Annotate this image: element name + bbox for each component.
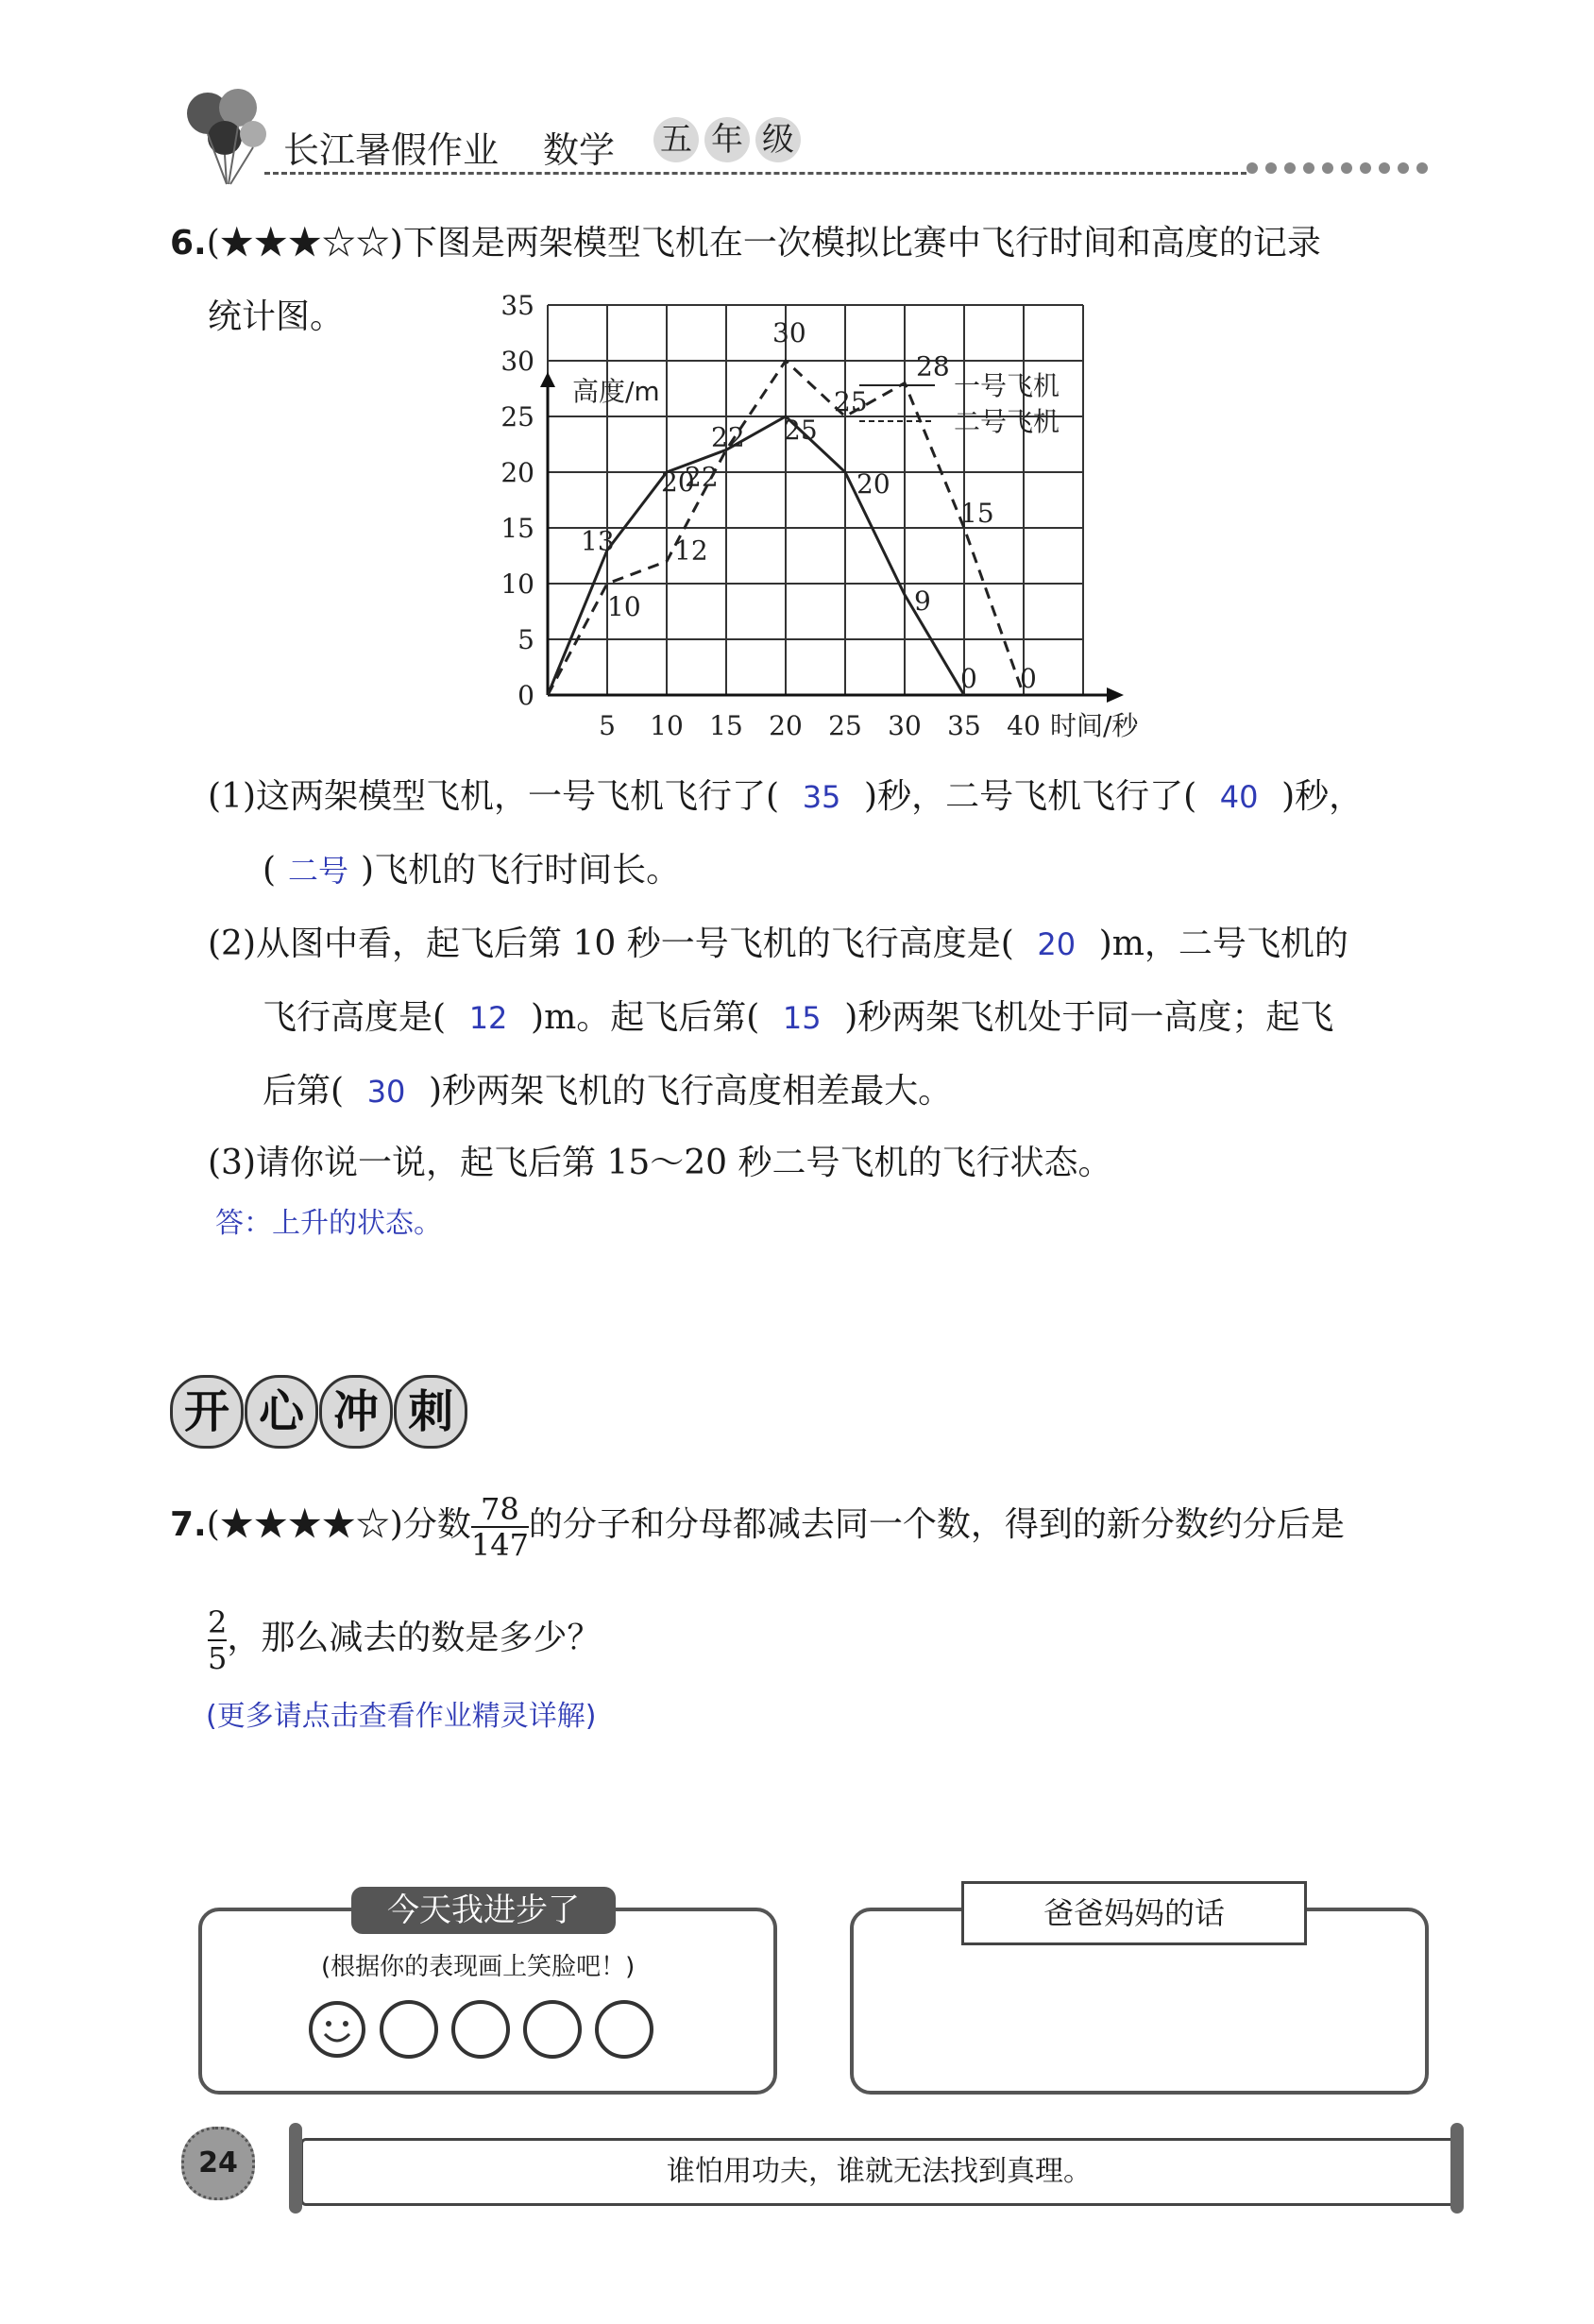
- parents-banner: 爸爸妈妈的话: [961, 1881, 1307, 1945]
- balloons-icon: [179, 85, 274, 189]
- more-details-link[interactable]: (更多请点击查看作业精灵详解): [206, 1700, 597, 1733]
- y-tick-label: 0: [517, 680, 534, 711]
- data-label: 0: [960, 663, 977, 694]
- data-label: 13: [581, 525, 615, 557]
- motto-scroll: [300, 2138, 1458, 2206]
- data-label: 0: [1020, 663, 1037, 694]
- y-tick-label: 5: [517, 624, 534, 655]
- page-number-badge: [181, 2127, 255, 2200]
- data-label: 12: [674, 534, 708, 567]
- data-label: 30: [772, 317, 806, 348]
- y-ticks: [500, 290, 534, 711]
- answer-blank: 30: [366, 1074, 406, 1110]
- grade-label: [653, 117, 801, 162]
- x-tick-label: 30: [888, 710, 922, 741]
- fraction-78-147: $\frac{78}{147}$: [470, 1491, 529, 1563]
- x-tick-label: 5: [599, 710, 616, 741]
- answer-blank: 40: [1219, 779, 1259, 815]
- header-dots: [1246, 162, 1428, 174]
- flight-chart: [500, 290, 1190, 755]
- empty-face-circle[interactable]: [523, 2000, 582, 2059]
- data-label: 10: [607, 591, 641, 622]
- y-tick-label: 25: [500, 401, 534, 433]
- empty-face-circle[interactable]: [595, 2000, 653, 2059]
- q7-prompt-cont: $\frac{2}{5}$ ，那么减去的数是多少？: [208, 1604, 602, 1676]
- empty-face-circle[interactable]: [380, 2000, 438, 2059]
- q6-part2: (2)从图中看，起飞后第 10 秒一号飞机的飞行高度是( 20 )m，二号飞机的: [208, 920, 1511, 969]
- page-number: 24: [198, 2146, 238, 2180]
- data-label: 22: [685, 461, 719, 493]
- data-label: 15: [960, 498, 994, 529]
- q6-stars: (★★★☆☆): [206, 224, 403, 263]
- data-label: 20: [856, 468, 890, 500]
- scroll-end-left: [289, 2123, 302, 2214]
- answer-blank: 二号: [288, 853, 349, 889]
- x-tick-label: 20: [769, 710, 803, 741]
- x-axis-label: 时间/秒: [1050, 710, 1139, 741]
- data-label: 20: [661, 466, 695, 498]
- header-divider: [264, 172, 1246, 175]
- legend-plane2: 二号飞机: [954, 406, 1060, 437]
- subject-label: 数学: [543, 129, 616, 171]
- motto-text: 谁怕用功夫，谁就无法找到真理。: [667, 2155, 1092, 2188]
- x-tick-label: 35: [947, 710, 981, 741]
- grade-char: 年: [704, 117, 750, 162]
- answer-blank: 15: [782, 1000, 822, 1036]
- smiley-faces: [308, 2000, 653, 2059]
- progress-hint: (根据你的表现画上笑脸吧！): [321, 1953, 636, 1981]
- data-label: 25: [834, 386, 868, 417]
- q6-part3: (3)请你说一说，起飞后第 15～20 秒二号飞机的飞行状态。: [208, 1144, 1112, 1182]
- scroll-end-right: [1450, 2123, 1464, 2214]
- section-char: 开: [170, 1375, 244, 1449]
- section-char: 心: [245, 1375, 318, 1449]
- q6-part2-cont: 飞行高度是( 12 )m。起飞后第( 15 )秒两架飞机处于同一高度；起飞: [263, 993, 1509, 1043]
- q6-part3-answer: 答：上升的状态。: [215, 1207, 442, 1240]
- section-title: [170, 1375, 464, 1449]
- y-tick-label: 20: [500, 457, 534, 488]
- grade-char: 五: [653, 117, 699, 162]
- y-tick-label: 35: [500, 290, 534, 321]
- x-tick-label: 10: [650, 710, 684, 741]
- legend-plane1: 一号飞机: [954, 370, 1060, 401]
- section-char: 刺: [394, 1375, 467, 1449]
- q6-part1: (1)这两架模型飞机，一号飞机飞行了( 35 )秒，二号飞机飞行了( 40 )秒，: [208, 772, 1492, 822]
- empty-face-circle[interactable]: [451, 2000, 510, 2059]
- progress-banner: 今天我进步了: [351, 1887, 616, 1934]
- q6-prompt-line1: 下图是两架模型飞机在一次模拟比赛中飞行时间和高度的记录: [402, 224, 1321, 263]
- chart-grid: [548, 305, 1083, 695]
- y-tick-label: 10: [500, 568, 534, 600]
- chart-legend: [859, 370, 1060, 437]
- y-tick-label: 15: [500, 513, 534, 544]
- answer-blank: 20: [1037, 926, 1077, 962]
- q6-number: 6.: [170, 224, 207, 263]
- q7-stars: (★★★★☆): [206, 1505, 403, 1544]
- answer-blank: 35: [802, 779, 841, 815]
- q7-number: 7.: [170, 1505, 207, 1544]
- x-tick-label: 40: [1007, 710, 1041, 741]
- y-axis-arrow: [540, 372, 555, 387]
- q6-prompt-line2: 统计图。: [208, 297, 345, 336]
- section-char: 冲: [319, 1375, 393, 1449]
- q6-part1-cont: ( 二号 )飞机的飞行时间长。: [263, 846, 680, 895]
- fraction-2-5: $\frac{2}{5}$: [208, 1604, 228, 1676]
- data-label: 25: [784, 415, 818, 446]
- x-tick-label: 25: [828, 710, 862, 741]
- y-axis-label: 高度/m: [572, 376, 660, 407]
- y-tick-label: 30: [500, 346, 534, 377]
- series-title: 长江暑假作业: [283, 129, 500, 171]
- answer-blank: 12: [468, 1000, 508, 1036]
- q7-prompt: 7.(★★★★☆)分数 $\frac{78}{147}$ 的分子和分母都减去同一个数，得到的新分数约分后是: [170, 1491, 1345, 1563]
- data-label: 9: [914, 585, 931, 617]
- q6-prompt: [170, 219, 1473, 268]
- x-ticks: [599, 710, 1041, 741]
- grade-char: 级: [755, 117, 801, 162]
- smiley-face-icon: [308, 2000, 366, 2059]
- x-tick-label: 15: [709, 710, 743, 741]
- q6-part2-cont2: 后第( 30 )秒两架飞机的飞行高度相差最大。: [263, 1067, 952, 1116]
- x-axis-arrow: [1107, 687, 1124, 703]
- data-label: 28: [916, 350, 950, 382]
- data-label: 22: [711, 421, 745, 453]
